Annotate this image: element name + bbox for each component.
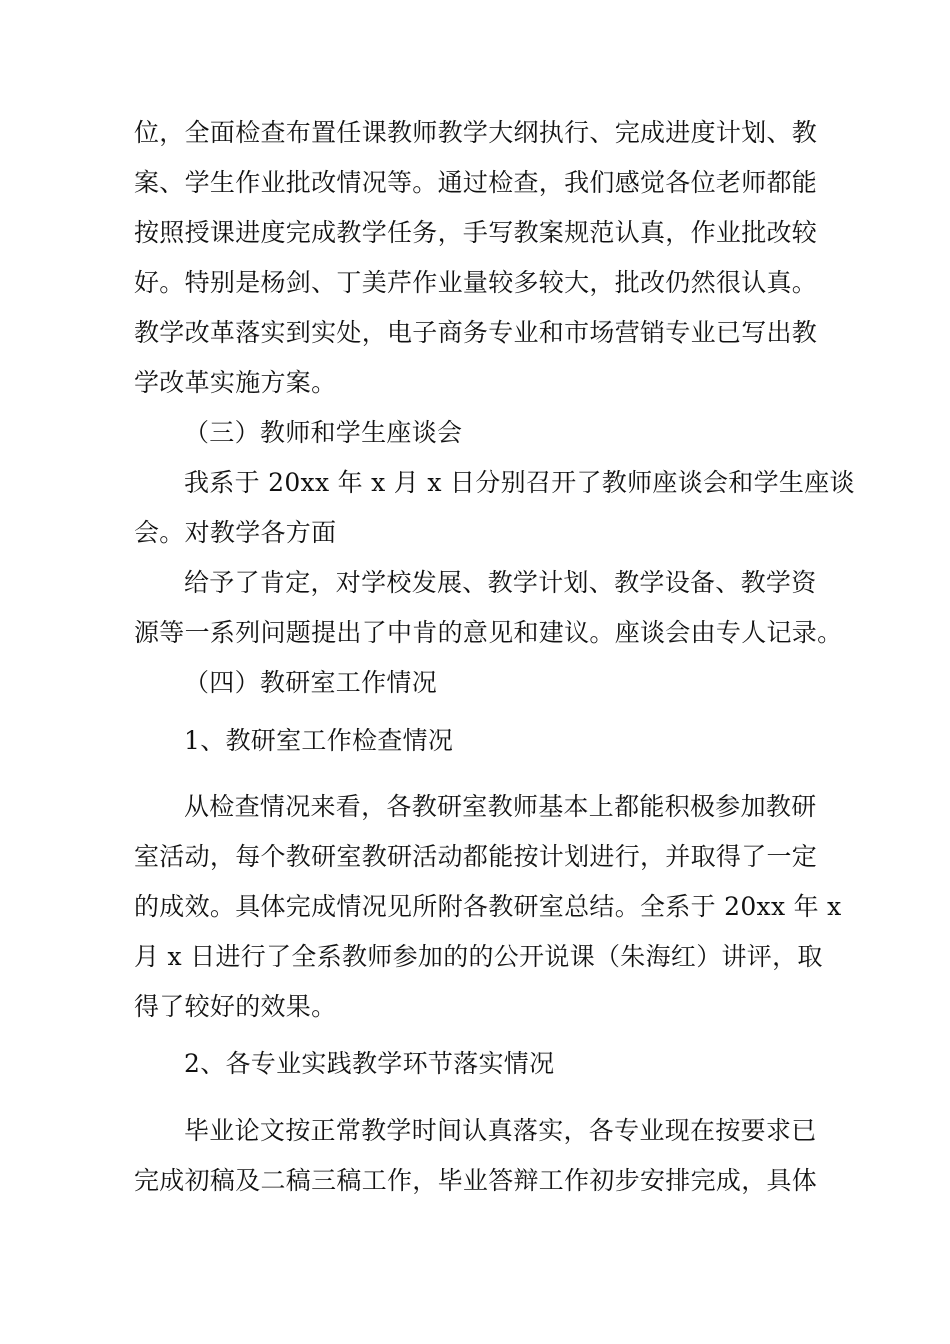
paragraph-line: 从检查情况来看，各教研室教师基本上都能积极参加教研 (184, 792, 817, 821)
paragraph-line: 完成初稿及二稿三稿工作，毕业答辩工作初步安排完成，具体 (134, 1166, 818, 1195)
section-heading: （三）教师和学生座谈会 (184, 418, 463, 447)
paragraph-line: 月 x 日进行了全系教师参加的的公开说课（朱海红）讲评，取 (134, 942, 823, 971)
paragraph-line: 毕业论文按正常教学时间认真落实，各专业现在按要求已 (184, 1116, 817, 1145)
paragraph-line: 教学改革落实到实处，电子商务专业和市场营销专业已写出教 (134, 318, 818, 347)
paragraph-line: 的成效。具体完成情况见所附各教研室总结。全系于 20xx 年 x (134, 892, 842, 921)
paragraph-line: 位，全面检查布置任课教师教学大纲执行、完成进度计划、教 (134, 118, 818, 147)
paragraph-line: 得了较好的效果。 (134, 992, 337, 1021)
subsection-heading: 2、各专业实践教学环节落实情况 (184, 1049, 555, 1078)
paragraph-line: 案、学生作业批改情况等。通过检查，我们感觉各位老师都能 (134, 168, 818, 197)
paragraph-line: 按照授课进度完成教学任务，手写教案规范认真，作业批改较 (134, 218, 818, 247)
paragraph-line: 源等一系列问题提出了中肯的意见和建议。座谈会由专人记录。 (134, 618, 843, 647)
section-heading: （四）教研室工作情况 (184, 668, 438, 697)
paragraph-line: 室活动，每个教研室教研活动都能按计划进行，并取得了一定 (134, 842, 818, 871)
paragraph-line: 我系于 20xx 年 x 月 x 日分别召开了教师座谈会和学生座谈 (184, 468, 855, 497)
subsection-heading: 1、教研室工作检查情况 (184, 726, 454, 755)
paragraph-line: 好。特别是杨剑、丁美芹作业量较多较大，批改仍然很认真。 (134, 268, 818, 297)
paragraph-line: 给予了肯定，对学校发展、教学计划、教学设备、教学资 (184, 568, 817, 597)
paragraph-line: 学改革实施方案。 (134, 368, 337, 397)
paragraph-line: 会。对教学各方面 (134, 518, 337, 547)
